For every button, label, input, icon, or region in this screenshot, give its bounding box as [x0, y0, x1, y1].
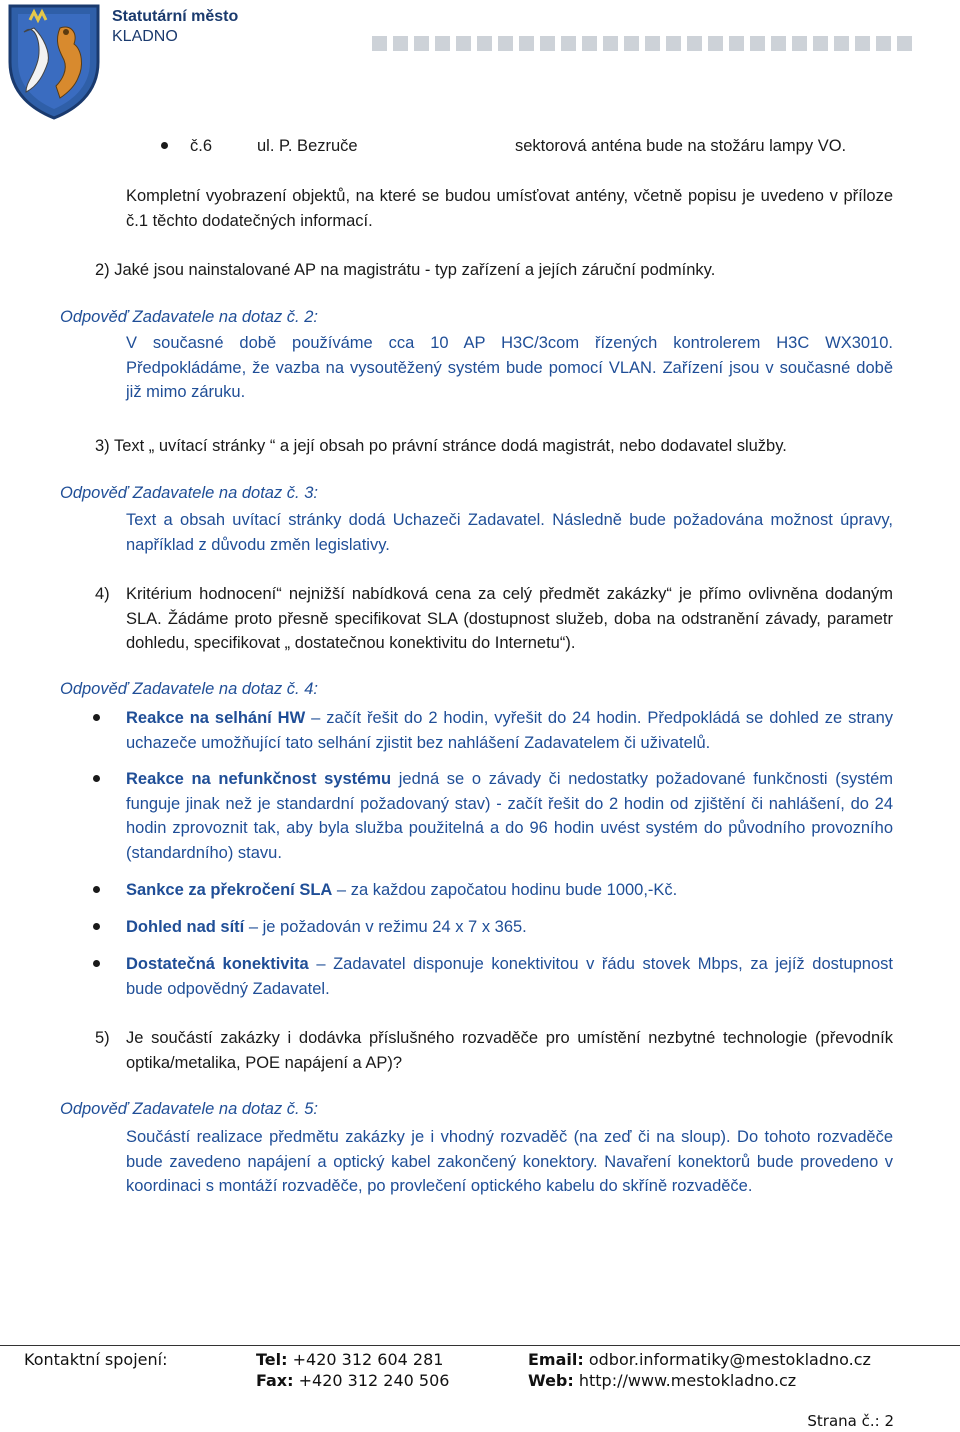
intro-paragraph: Kompletní vyobrazení objektů, na které se budou umísťovat antény, včetně popisu je uvedeno v příloze č.1 těchto dodatečných informací. — [126, 187, 893, 230]
header-title-line1: Statutární město — [112, 8, 239, 25]
sla-item-system — [126, 767, 893, 865]
answer-3-part1: Text a obsah uvítací stránky dodá Uchazeči Zadavatel. — [126, 511, 545, 529]
bullet — [93, 714, 100, 721]
footer-email-label: Email: — [528, 1350, 584, 1369]
header-title-line2: KLADNO — [112, 28, 178, 45]
page-number: Strana č.: 2 — [807, 1412, 894, 1430]
answer-4-heading — [60, 680, 318, 699]
footer-web-label: Web: — [528, 1371, 574, 1390]
sla-item-sanction — [126, 878, 893, 903]
footer-email-link[interactable]: odbor.informatiky@mestokladno.cz — [583, 1350, 871, 1369]
answer-2-part1: V současné době používáme cca 10 AP H3C/3com řízených kontrolerem H3C WX3010. — [126, 334, 893, 352]
header-decorative-squares — [372, 36, 912, 51]
footer-web — [528, 1371, 796, 1390]
sla-item-monitoring — [126, 915, 893, 940]
bullet — [93, 923, 100, 930]
footer-tel-label: Tel: — [256, 1350, 288, 1369]
answer-5-text: Součástí realizace předmětu zakázky je i vhodný rozvaděč (na zeď či na sloup). Do tohoto rozvaděče bude zavedeno napájení a optický kabel zakončený konektory. Navaření konektorů bude provedeno v koordinaci s montáží rozvaděče, po provlečení optického kabelu do skříně rozvaděče. — [126, 1128, 893, 1195]
footer-fax-label: Fax: — [256, 1371, 294, 1390]
question-5-number: 5) — [95, 1029, 110, 1047]
item6-note: sektorová anténa bude na stožáru lampy VO. — [515, 137, 847, 155]
sla-item-hw — [126, 706, 893, 755]
bullet — [93, 886, 100, 893]
sla-item-monitoring-term: Dohled nad sítí — [126, 918, 245, 936]
question-4-text: Kritérium hodnocení“ nejnižší nabídková cena za celý předmět zakázky“ je přímo ovlivněna dodaným SLA. Žádáme proto přesně specifikovat SLA (dostupnost služeb, doba na odstranění závady, parametr dohledu, specifikovat „ dostatečnou konektivitu do Internetu“). — [126, 585, 893, 652]
footer-contact-label: Kontaktní spojení: — [24, 1350, 168, 1369]
footer-divider — [0, 1345, 960, 1346]
answer-3-heading-text: Odpověď Zadavatele na dotaz č. 3: — [60, 484, 318, 502]
sla-item-monitoring-text: – je požadován v režimu 24 x 7 x 365. — [244, 918, 527, 936]
answer-2-heading — [60, 308, 318, 327]
sla-item-connectivity — [126, 952, 893, 1001]
sla-item-connectivity-term: Dostatečná konektivita — [126, 955, 309, 973]
sla-item-hw-text: – začít řešit do 2 hodin, vyřešit do 24 hodin. Předpokládá se dohled ze strany uchazeče umožňující tato selhání zjistit bez nahlášení Zadavatelem či uživatelů. — [126, 709, 893, 752]
question-5-text: Je součástí zakázky i dodávka příslušného rozvaděče pro umístění nezbytné technologie (převodník optika/metalika, POE napájení a AP)? — [126, 1029, 893, 1072]
bullet — [93, 775, 100, 782]
sla-item-connectivity-text: – Zadavatel disponuje konektivitou v řádu stovek Mbps, za jejíž dostupnost bude odpovědný Zadavatel. — [126, 955, 893, 998]
question-2: 2) Jaké jsou nainstalované AP na magistrátu - typ zařízení a jejích záruční podmínky. — [95, 261, 716, 279]
bullet — [93, 960, 100, 967]
city-coat-of-arms-logo — [4, 2, 104, 120]
answer-5-heading-text: Odpověď Zadavatele na dotaz č. 5: — [60, 1100, 318, 1118]
footer-fax-value: +420 312 240 506 — [293, 1371, 450, 1390]
answer-4-heading-text: Odpověď Zadavatele na dotaz č. 4: — [60, 680, 318, 698]
sla-item-sanction-text: – za každou započatou hodinu bude 1000,-Kč. — [332, 881, 678, 899]
footer-tel-value: +420 312 604 281 — [287, 1350, 444, 1369]
footer-email — [528, 1350, 871, 1369]
answer-3-heading — [60, 484, 318, 503]
question-3: 3) Text „ uvítací stránky “ a její obsah po právní stránce dodá magistrát, nebo dodavatel služby. — [95, 437, 787, 455]
sla-item-hw-term: Reakce na selhání HW — [126, 709, 306, 727]
answer-3-part2: Následně bude požadována možnost úpravy, například z důvodu změn legislativy. — [126, 511, 893, 554]
footer-web-link[interactable]: http://www.mestokladno.cz — [573, 1371, 797, 1390]
sla-item-system-term: Reakce na nefunkčnost systému — [126, 770, 392, 788]
question-4-number: 4) — [95, 585, 110, 603]
footer-tel — [256, 1350, 443, 1369]
sla-item-sanction-term: Sankce za překročení SLA — [126, 881, 333, 899]
answer-2-part3: Zařízení jsou v současné době již mimo záruku. — [126, 358, 893, 401]
answer-2-part2: Předpokládáme, že vazba na vysoutěžený systém bude pomocí VLAN. — [126, 358, 657, 377]
sla-item-system-text: jedná se o závady či nedostatky požadované funkčnosti (systém funguje jinak než je standardní požadovaný stav) - začít řešit do 2 hodin od zjištění či nahlášení, do 24 hodin zprovoznit tak, aby byla služba použitelná a do 96 hodin uvést systém do původního provozního (standardního) stavu. — [126, 770, 893, 862]
answer-5-heading — [60, 1100, 318, 1119]
item6-number: č.6 — [190, 137, 213, 155]
item6-street: ul. P. Bezruče — [257, 137, 358, 155]
answer-2-heading-text: Odpověď Zadavatele na dotaz č. 2: — [60, 308, 318, 326]
bullet — [161, 142, 168, 149]
answer-3-text — [126, 508, 893, 557]
answer-2-text — [126, 331, 893, 405]
footer-fax — [256, 1371, 449, 1390]
